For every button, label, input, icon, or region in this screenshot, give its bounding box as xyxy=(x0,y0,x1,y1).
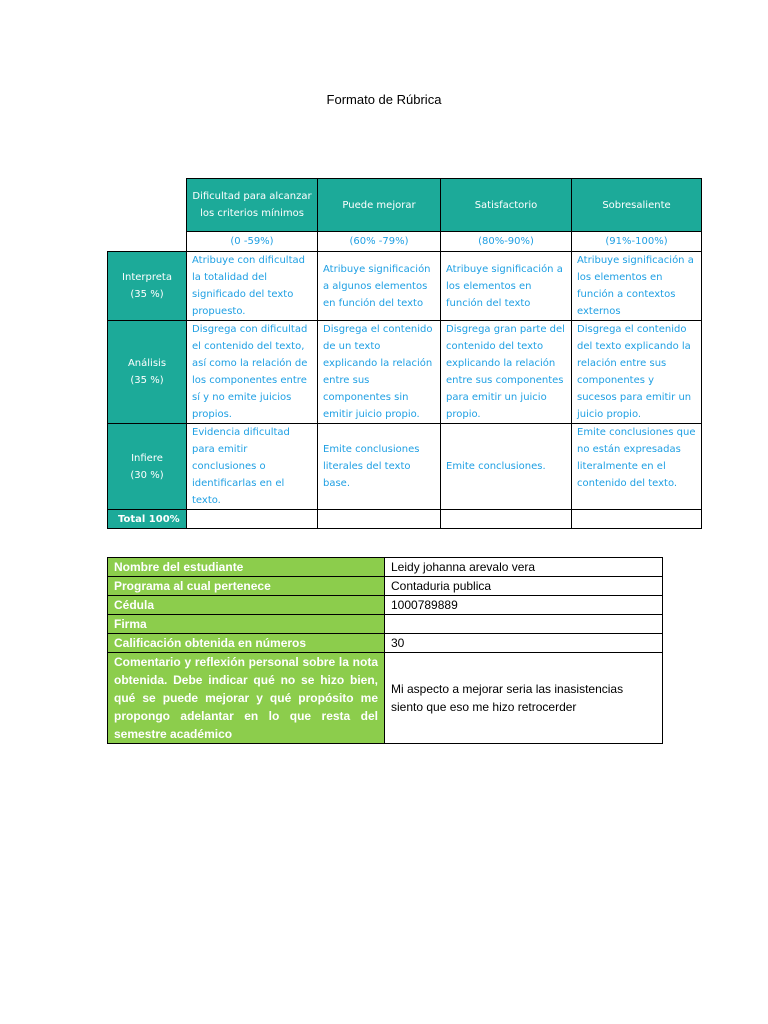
grade-value[interactable]: 30 xyxy=(385,634,663,653)
comment-value[interactable]: Mi aspecto a mejorar seria las inasistencias siento que eso me hizo retrocerder xyxy=(385,653,663,744)
criterion-weight: (30 %) xyxy=(130,469,164,481)
info-label: Programa al cual pertenece xyxy=(108,577,385,596)
info-label: Cédula xyxy=(108,596,385,615)
criterion-header xyxy=(108,252,187,321)
rubric-cell: Atribuye significación a los elementos en función a contextos externos xyxy=(572,252,702,321)
criterion-weight: (35 %) xyxy=(130,289,164,300)
level-header-2: Puede mejorar xyxy=(318,179,441,232)
rubric-header-row xyxy=(108,179,702,232)
criterion-header xyxy=(108,424,187,510)
rubric-corner xyxy=(108,179,187,232)
rubric-cell: Atribuye significación a los elementos en función del texto xyxy=(441,252,572,321)
info-row-firma xyxy=(108,615,663,634)
criterion-row-infiere xyxy=(108,424,702,510)
info-label: Firma xyxy=(108,615,385,634)
rubric-cell: Disgrega el contenido del texto explicando la relación entre sus componentes y sucesos para emitir un juicio propio. xyxy=(572,321,702,424)
rubric-cell: Atribuye significación a algunos elementos en función del texto xyxy=(318,252,441,321)
document-title: Formato de Rúbrica xyxy=(326,92,442,107)
rubric-cell: Atribuye con dificultad la totalidad del significado del texto propuesto. xyxy=(187,252,318,321)
total-cell[interactable] xyxy=(572,510,702,529)
rubric-cell: Disgrega gran parte del contenido del texto explicando la relación entre sus componentes para emitir un juicio propio. xyxy=(441,321,572,424)
criterion-row-interpreta xyxy=(108,252,702,321)
rubric-table xyxy=(107,178,702,529)
criterion-name: Análisis xyxy=(127,358,167,369)
signature-value[interactable] xyxy=(385,615,663,634)
rubric-total-row xyxy=(108,510,702,529)
level-header-1: Dificultad para alcanzar los criterios mínimos xyxy=(187,179,318,232)
info-row-comentario xyxy=(108,653,663,744)
program-value[interactable]: Contaduria publica xyxy=(385,577,663,596)
total-cell[interactable] xyxy=(187,510,318,529)
level-header-4: Sobresaliente xyxy=(572,179,702,232)
student-name-value[interactable]: Leidy johanna arevalo vera xyxy=(385,558,663,577)
info-row-programa xyxy=(108,577,663,596)
rubric-cell: Emite conclusiones. xyxy=(441,424,572,510)
rubric-range-corner xyxy=(108,232,187,252)
total-label: Total 100% xyxy=(108,510,187,529)
criterion-row-analisis xyxy=(108,321,702,424)
level-range-3: (80%-90%) xyxy=(441,232,572,252)
rubric-cell: Disgrega con dificultad el contenido del texto, así como la relación de los componentes entre sí y no emite juicios propios. xyxy=(187,321,318,424)
info-row-nombre xyxy=(108,558,663,577)
rubric-cell: Disgrega el contenido de un texto explicando la relación entre sus componentes sin emitir juicio propio. xyxy=(318,321,441,424)
rubric-cell: Emite conclusiones literales del texto base. xyxy=(318,424,441,510)
level-header-3: Satisfactorio xyxy=(441,179,572,232)
criterion-name: Infiere xyxy=(131,452,163,464)
student-info-table xyxy=(107,557,663,744)
total-cell[interactable] xyxy=(441,510,572,529)
level-range-2: (60% -79%) xyxy=(318,232,441,252)
total-cell[interactable] xyxy=(318,510,441,529)
info-label: Nombre del estudiante xyxy=(108,558,385,577)
info-row-calificacion xyxy=(108,634,663,653)
info-label: Comentario y reflexión personal sobre la nota obtenida. Debe indicar qué no se hizo bien, qué se puede mejorar y qué propósito me propongo adelantar en lo que resta del semestre académico xyxy=(108,653,385,744)
info-label: Calificación obtenida en números xyxy=(108,634,385,653)
rubric-range-row xyxy=(108,232,702,252)
rubric-cell: Evidencia dificultad para emitir conclusiones o identificarlas en el texto. xyxy=(187,424,318,510)
criterion-header xyxy=(108,321,187,424)
rubric-cell: Emite conclusiones que no están expresadas literalmente en el contenido del texto. xyxy=(572,424,702,510)
level-range-4: (91%-100%) xyxy=(572,232,702,252)
level-range-1: (0 -59%) xyxy=(187,232,318,252)
criterion-weight: (35 %) xyxy=(130,375,164,386)
info-row-cedula xyxy=(108,596,663,615)
id-number-value[interactable]: 1000789889 xyxy=(385,596,663,615)
criterion-name: Interpreta xyxy=(122,272,172,283)
